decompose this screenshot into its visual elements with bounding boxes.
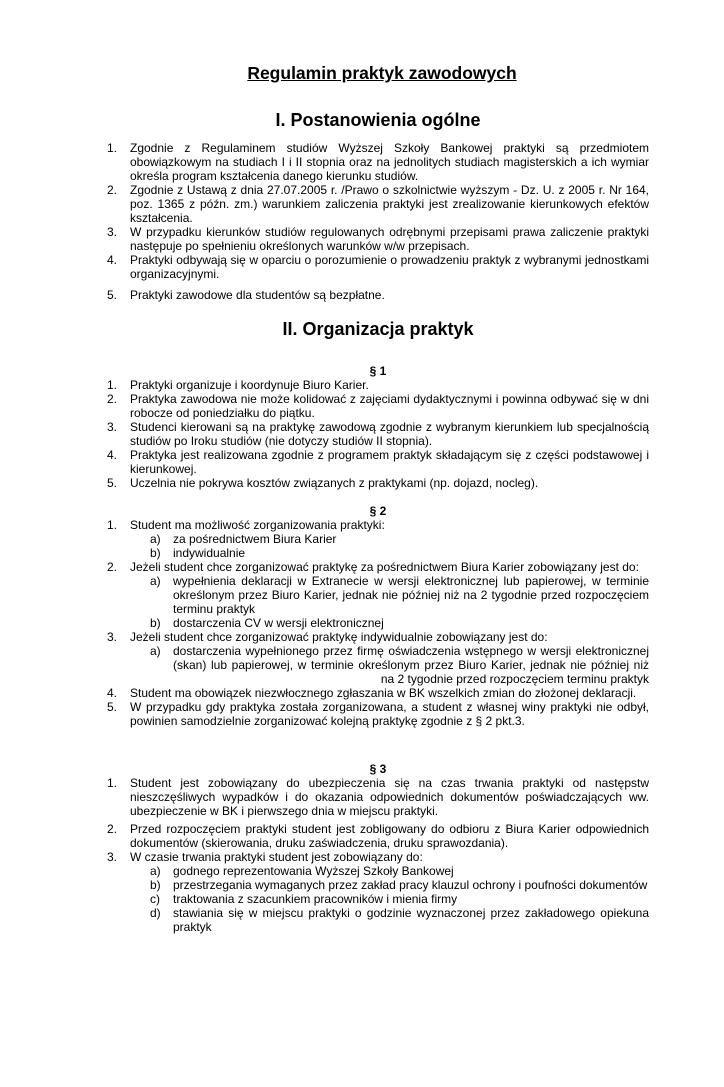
- sub-list: [130, 574, 649, 630]
- paragraph-3-list: [107, 776, 649, 934]
- list-item: 1. Zgodnie z Regulaminem studiów Wyższej Szkoły Bankowej praktyki są przedmiotem obowiązkowym na studiach I i II stopnia oraz na jednolitych studiach magisterskich a ich wymiar określa program kształcenia danego kierunku studiów.: [107, 141, 649, 183]
- sub-list: [130, 532, 649, 560]
- list-item: 5. W przypadku gdy praktyka została zorganizowana, a student z własnej winy praktyki nie odbył, powinien samodzielnie zorganizować kolejną praktykę zgodnie z § 2 pkt.3.: [107, 700, 649, 728]
- sub-list-item: d) stawiania się w miejscu praktyki o godzinie wyznaczonej przez zakładowego opiekuna praktyk: [150, 906, 649, 934]
- document-title: Regulamin praktyk zawodowych: [247, 63, 517, 83]
- list-item: 1. Student jest zobowiązany do ubezpieczenia się na czas trwania praktyki od następstw nieszczęśliwych wypadków i do okazania odpowiednich dokumentów poświadczających ww. ubezpieczenie w BK i pierwszego dnia w miejscu praktyki.: [107, 776, 649, 818]
- list-item: 3. Studenci kierowani są na praktykę zawodową zgodnie z wybranym kierunkiem lub specjalnością studiów po Iroku studiów (nie dotyczy studiów II stopnia).: [107, 420, 649, 448]
- paragraph-1-list: [107, 378, 649, 490]
- paragraph-2-title: § 2: [369, 504, 387, 518]
- list-item: 1. Praktyki organizuje i koordynuje Biuro Karier.: [107, 378, 369, 392]
- list-item: 4. Praktyki odbywają się w oparciu o porozumienie o prowadzeniu praktyk z wybranymi jednostkami organizacyjnymi.: [107, 253, 649, 281]
- section-1-title: I. Postanowienia ogólne: [275, 110, 481, 130]
- sub-list-item: a) dostarczenia wypełnionego przez firmę oświadczenia wstępnego w wersji elektronicznej (skan) lub papierowej, w terminie określonym przez Biuro Karier, jednak nie później niż na 2 tygodnie przed rozpoczęciem terminu praktyk: [150, 644, 649, 686]
- list-item: 3. W czasie trwania praktyki student jest zobowiązany do: a) godnego reprezentowania Wyższej Szkoły Bankowej b) przestrzegania wymaganych przez zakład pracy klauzul ochrony i poufności dokumentów c) traktowania z szacunkiem pracowników i mienia firmy d) stawiania się w miejscu praktyki o godzinie wyznaczonej przez zakładowego opiekuna praktyk: [107, 850, 649, 934]
- list-item: 4. Praktyka jest realizowana zgodnie z programem praktyk składającym się z części podstawowej i kierunkowej.: [107, 448, 649, 476]
- sub-list-item: c) traktowania z szacunkiem pracowników i mienia firmy: [150, 892, 458, 906]
- sub-list-item: b) przestrzegania wymaganych przez zakład pracy klauzul ochrony i poufności dokumentów: [150, 878, 648, 892]
- sub-list: [130, 644, 649, 686]
- list-item: 2. Praktyka zawodowa nie może kolidować z zajęciami dydaktycznymi i powinna odbywać się w dni robocze od poniedziałku do piątku.: [107, 392, 649, 420]
- paragraph-1-title: § 1: [369, 364, 387, 378]
- section-1-list: [107, 141, 649, 302]
- list-item: 3. W przypadku kierunków studiów regulowanych odrębnymi przepisami prawa zaliczenie praktyki następuje po spełnieniu określonych warunków w/w przepisach.: [107, 225, 649, 253]
- list-item: 4. Student ma obowiązek niezwłocznego zgłaszania w BK wszelkich zmian do złożonej deklaracji.: [107, 686, 637, 700]
- list-item: 3. Jeżeli student chce zorganizować praktykę indywidualnie zobowiązany jest do: a) dostarczenia wypełnionego przez firmę oświadczenia wstępnego w wersji elektronicznej (skan) lub papierowej, w terminie określonym przez Biuro Karier, jednak nie później niż na 2 tygodnie przed rozpoczęciem terminu praktyk: [107, 630, 649, 686]
- list-item: 2. Przed rozpoczęciem praktyki student jest zobligowany do odbioru z Biura Karier odpowiednich dokumentów (skierowania, druku zaświadczenia, druku sprawozdania).: [107, 822, 649, 850]
- document-page: [0, 63, 724, 1087]
- sub-list-item: a) za pośrednictwem Biura Karier: [150, 532, 337, 546]
- list-item: 1. Student ma możliwość zorganizowania praktyki: a) za pośrednictwem Biura Karier b) indywidualnie: [107, 518, 649, 560]
- paragraph-3-title: § 3: [369, 762, 387, 776]
- sub-list-item: b) dostarczenia CV w wersji elektronicznej: [150, 616, 384, 630]
- list-item: 5. Praktyki zawodowe dla studentów są bezpłatne.: [107, 288, 385, 302]
- sub-list-item: a) godnego reprezentowania Wyższej Szkoły Bankowej: [150, 864, 454, 878]
- list-item: 5. Uczelnia nie pokrywa kosztów związanych z praktykami (np. dojazd, nocleg).: [107, 476, 539, 490]
- section-2-title: II. Organizacja praktyk: [282, 319, 474, 339]
- paragraph-2-list: [107, 518, 649, 728]
- sub-list-item: a) wypełnienia deklaracji w Extranecie w wersji elektronicznej lub papierowej, w terminie określonym przez Biuro Karier, jednak nie później niż na 2 tygodnie przed rozpoczęciem terminu praktyk: [150, 574, 649, 616]
- list-item: 2. Zgodnie z Ustawą z dnia 27.07.2005 r. /Prawo o szkolnictwie wyższym - Dz. U. z 2005 r. Nr 164, poz. 1365 z późn. zm.) warunkiem zaliczenia praktyki jest zrealizowanie kierunkowych efektów kształcenia.: [107, 183, 649, 225]
- sub-list-item: b) indywidualnie: [150, 546, 246, 560]
- list-item: 2. Jeżeli student chce zorganizować praktykę za pośrednictwem Biura Karier zobowiązany jest do: a) wypełnienia deklaracji w Extranecie w wersji elektronicznej lub papierowej, w terminie określonym przez Biuro Karier, jednak nie później niż na 2 tygodnie przed rozpoczęciem terminu praktyk b) dostarczenia CV w wersji elektronicznej: [107, 560, 649, 630]
- sub-list: [130, 864, 649, 934]
